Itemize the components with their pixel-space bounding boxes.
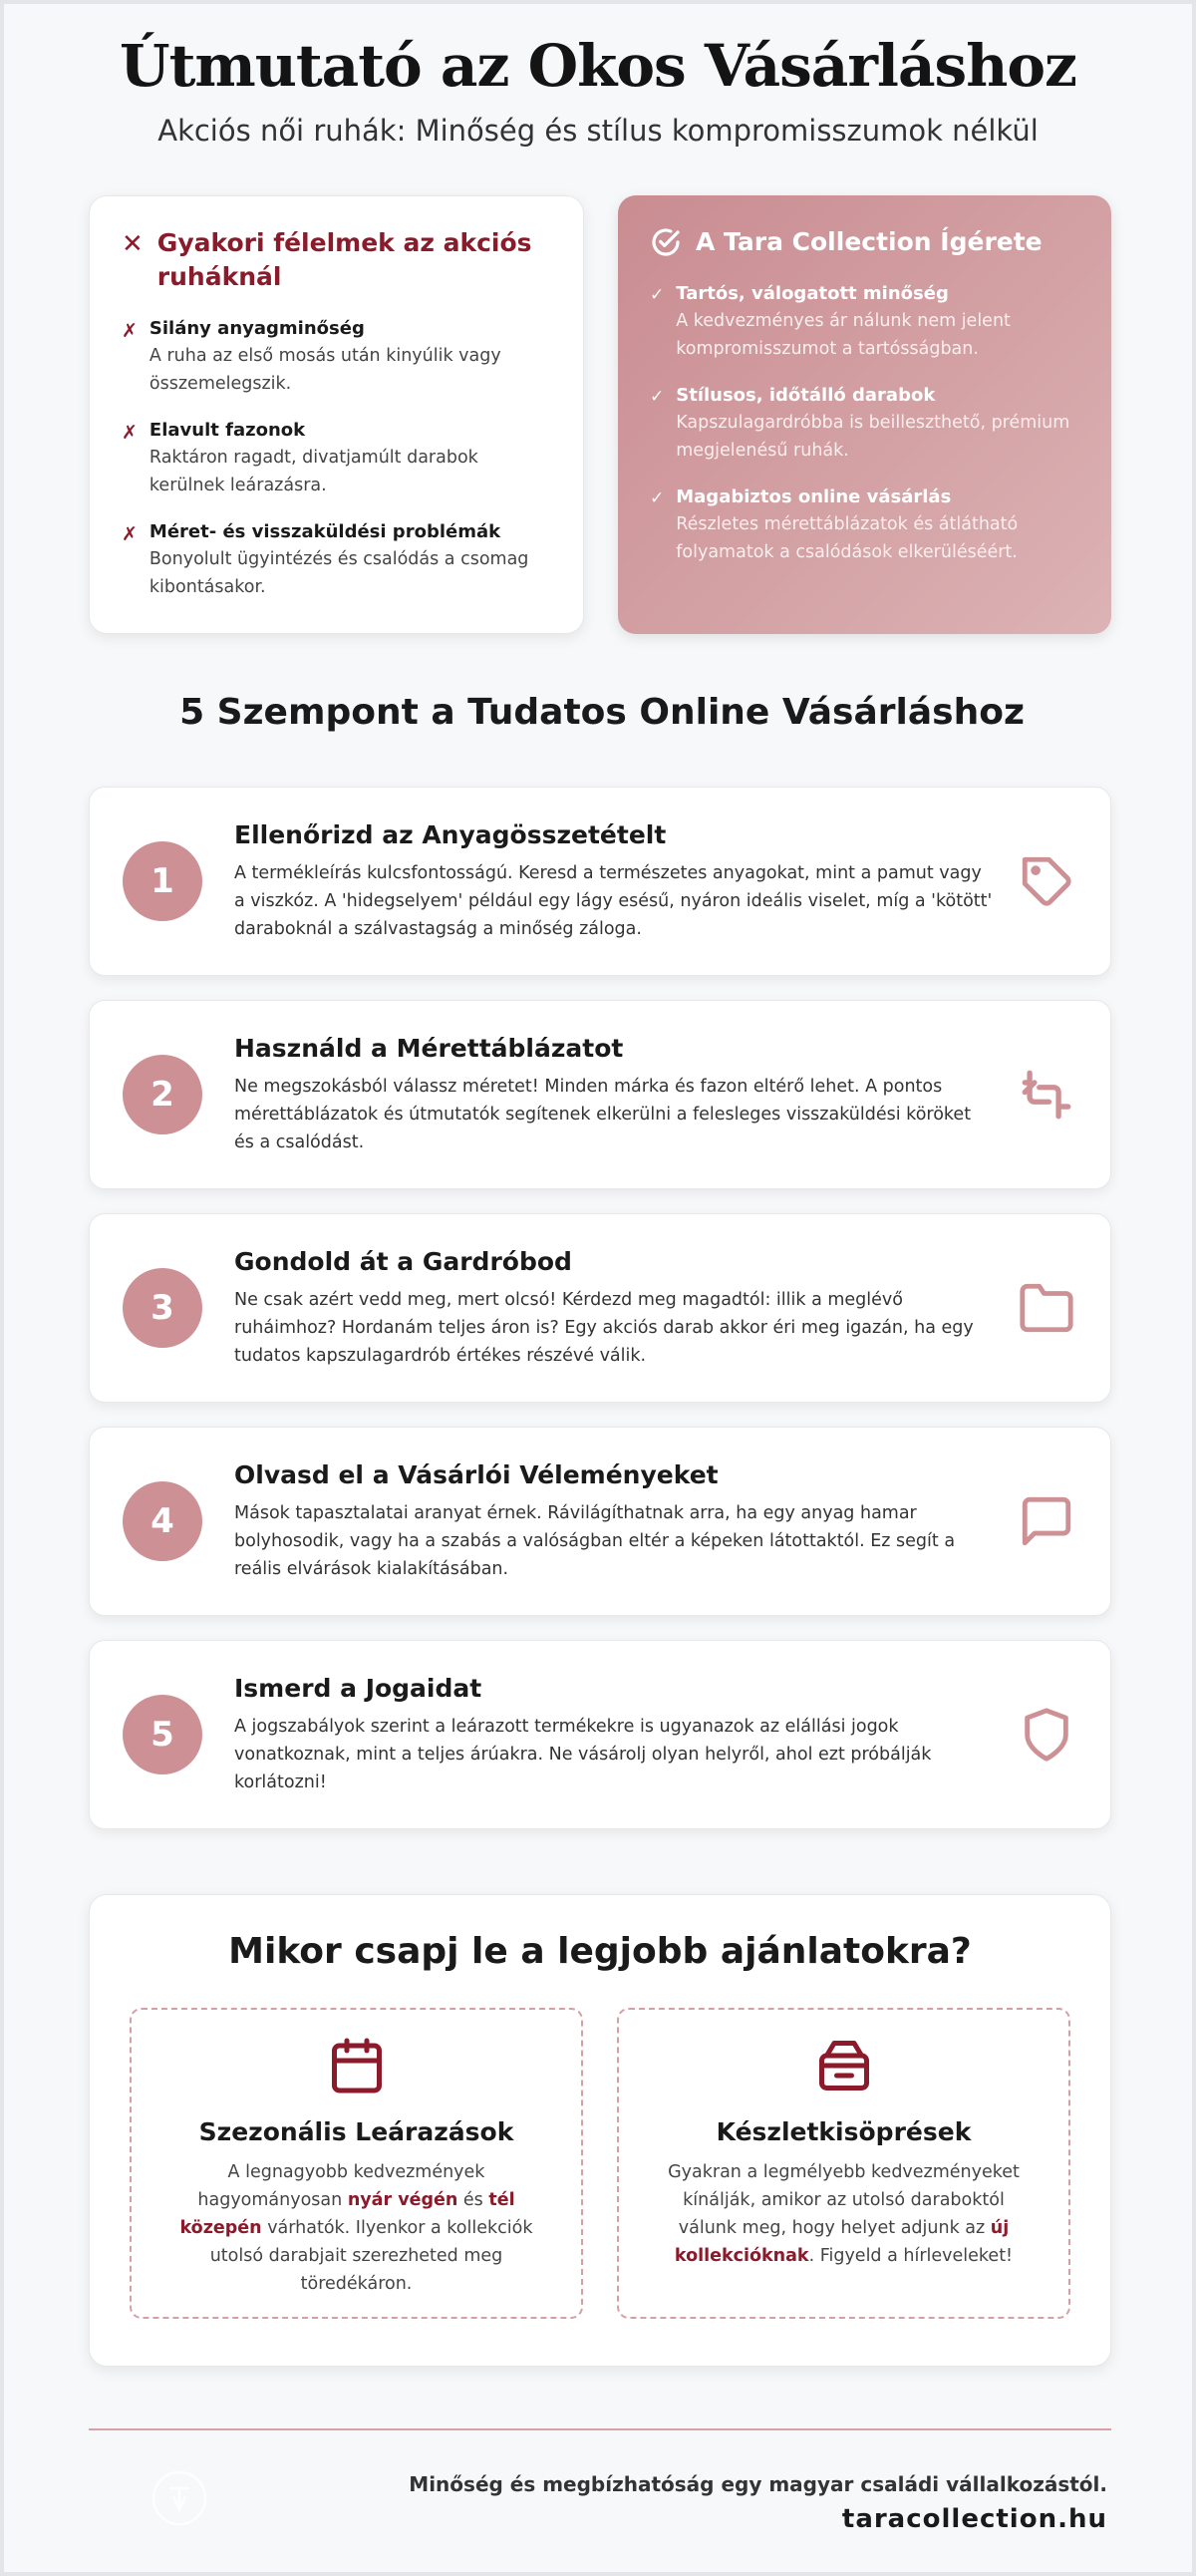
fear-item-text: Bonyolult ügyintézés és csalódás a csomag kibontásakor. <box>149 549 529 597</box>
promise-item-title: Magabiztos online vásárlás <box>676 486 952 507</box>
cross-mark-icon: ✗ <box>122 422 138 444</box>
step-title: Olvasd el a Vásárlói Véleményeket <box>234 1459 719 1489</box>
step-title: Gondold át a Gardróbod <box>234 1246 572 1276</box>
check-mark-icon: ✓ <box>650 285 665 305</box>
chat-icon <box>1017 1491 1076 1551</box>
tara-logo-icon <box>144 2462 215 2534</box>
step-number: 3 <box>123 1268 202 1348</box>
fears-title: Gyakori félelmek az akciós ruháknál <box>156 228 532 291</box>
promise-item <box>650 383 1077 465</box>
seasonal-title: Szezonális Leárazások <box>198 2117 514 2146</box>
step-card <box>89 787 1111 976</box>
promise-item-text: Kapszulagardróbba is beilleszthető, prémium megjelenésű ruhák. <box>676 413 1070 461</box>
promise-item-text: Részletes mérettáblázatok és átlátható folyamatok a csalódások elkerüléséért. <box>676 514 1019 562</box>
footer-divider <box>89 2428 1111 2430</box>
fears-card-header <box>122 226 549 294</box>
step-text: Mások tapasztalatai aranyat érnek. Rávilágíthatnak arra, ha egy anyag hamar bolyhosodik, vagy ha a szabás a valóságban eltér a képeken látottaktól. Ez segít a reális elvárások kialakításában. <box>234 1502 956 1579</box>
step-text: Ne csak azért vedd meg, mert olcsó! Kérdezd meg magadtól: illik a meglévő ruháimhoz? Hordanám teljes áron is? Egy akciós darab akkor éri meg igazán, ha egy tudatos kapszulagardrób értékes részévé válik. <box>234 1289 974 1366</box>
steps-section-title: 5 Szempont a Tudatos Online Vásárláshoz <box>179 692 1025 733</box>
page-subtitle: Akciós női ruhák: Minőség és stílus kompromisszumok nélkül <box>157 114 1039 148</box>
footer-tagline: Minőség és megbízhatóság egy magyar családi vállalkozástól. <box>409 2472 1107 2496</box>
footer-url[interactable]: taracollection.hu <box>841 2504 1107 2534</box>
promise-item <box>650 484 1077 566</box>
step-text: Ne megszokásból válassz méretet! Minden márka és fazon eltérő lehet. A pontos mérettáblázatok és útmutatók segítenek elkerülni a felesleges visszaküldési köröket és a csalódást. <box>234 1076 972 1152</box>
check-mark-icon: ✓ <box>650 488 665 508</box>
page-title: Útmutató az Okos Vásárláshoz <box>119 32 1076 100</box>
x-icon: ✕ <box>122 229 144 259</box>
promise-item-text: A kedvezményes ár nálunk nem jelent kompromisszumot a tartósságban. <box>676 311 1011 359</box>
promise-card <box>618 195 1111 634</box>
offers-title: Mikor csapj le a legjobb ajánlatokra? <box>228 1931 972 1972</box>
cross-mark-icon: ✗ <box>122 523 138 545</box>
step-number: 5 <box>123 1695 202 1774</box>
folder-icon <box>1017 1278 1076 1338</box>
inbox-icon <box>814 2036 874 2095</box>
step-number: 1 <box>123 841 202 921</box>
fear-item-text: A ruha az első mosás után kinyúlik vagy összemelegszik. <box>149 346 501 394</box>
step-number: 2 <box>123 1055 202 1134</box>
header <box>4 4 1192 148</box>
step-text: A termékleírás kulcsfontosságú. Keresd a természetes anyagokat, mint a pamut vagy a viszkóz. A 'hidegselyem' például egy lágy esésű, nyáron ideális viselet, míg a 'kötött' daraboknál a szálvastagság a minőség záloga. <box>234 862 993 939</box>
step-title: Ellenőrizd az Anyagösszetételt <box>234 819 667 849</box>
fear-item <box>122 316 549 398</box>
offers-card <box>89 1894 1111 2367</box>
clearance-offer-box <box>617 2008 1070 2319</box>
fear-item-title: Elavult fazonok <box>149 420 306 441</box>
step-card <box>89 1427 1111 1616</box>
step-card <box>89 1000 1111 1189</box>
clearance-title: Készletkisöprések <box>716 2117 972 2146</box>
fear-item-text: Raktáron ragadt, divatjamúlt darabok kerülnek leárazásra. <box>149 448 478 495</box>
step-title: Használd a Mérettáblázatot <box>234 1033 624 1063</box>
promise-card-header <box>650 225 1077 259</box>
check-mark-icon: ✓ <box>650 387 665 407</box>
cross-mark-icon: ✗ <box>122 320 138 342</box>
tag-icon <box>1017 851 1076 911</box>
step-title: Ismerd a Jogaidat <box>234 1673 482 1703</box>
fear-item <box>122 519 549 601</box>
promise-item-title: Stílusos, időtálló darabok <box>676 385 936 406</box>
step-text: A jogszabályok szerint a leárazott termékekre is ugyanazok az elállási jogok vonatkoznak, mint a teljes árúakra. Ne vásárolj olyan helyről, ahol ezt próbálják korlátozni! <box>234 1716 932 1792</box>
clearance-text: Gyakran a legmélyebb kedvezményeket kínálják, amikor az utolsó daraboktól válunk meg, hogy helyet adjunk az új kollekcióknak. Figyeld a hírleveleket! <box>668 2162 1020 2266</box>
promise-item-title: Tartós, válogatott minőség <box>676 283 949 304</box>
fears-card <box>89 195 584 634</box>
step-card <box>89 1213 1111 1403</box>
step-card <box>89 1640 1111 1829</box>
comparison-row <box>89 195 1111 634</box>
promise-item <box>650 281 1077 363</box>
check-circle-icon <box>650 226 682 258</box>
offers-row <box>130 2008 1070 2319</box>
promise-title: A Tara Collection Ígérete <box>696 227 1043 256</box>
steps-list <box>89 787 1111 1853</box>
seasonal-text: A legnagyobb kedvezmények hagyományosan nyár végén és tél közepén várhatók. Ilyenkor a kollekciók utolsó darabjait szerezheted meg töredékáron. <box>179 2162 533 2294</box>
shield-icon <box>1017 1705 1076 1765</box>
fear-item <box>122 418 549 499</box>
fear-item-title: Méret- és visszaküldési problémák <box>149 521 501 542</box>
calendar-icon <box>327 2036 387 2095</box>
step-number: 4 <box>123 1481 202 1561</box>
seasonal-offer-box <box>130 2008 583 2319</box>
fear-item-title: Silány anyagminőség <box>149 318 365 339</box>
crop-icon <box>1017 1065 1076 1125</box>
